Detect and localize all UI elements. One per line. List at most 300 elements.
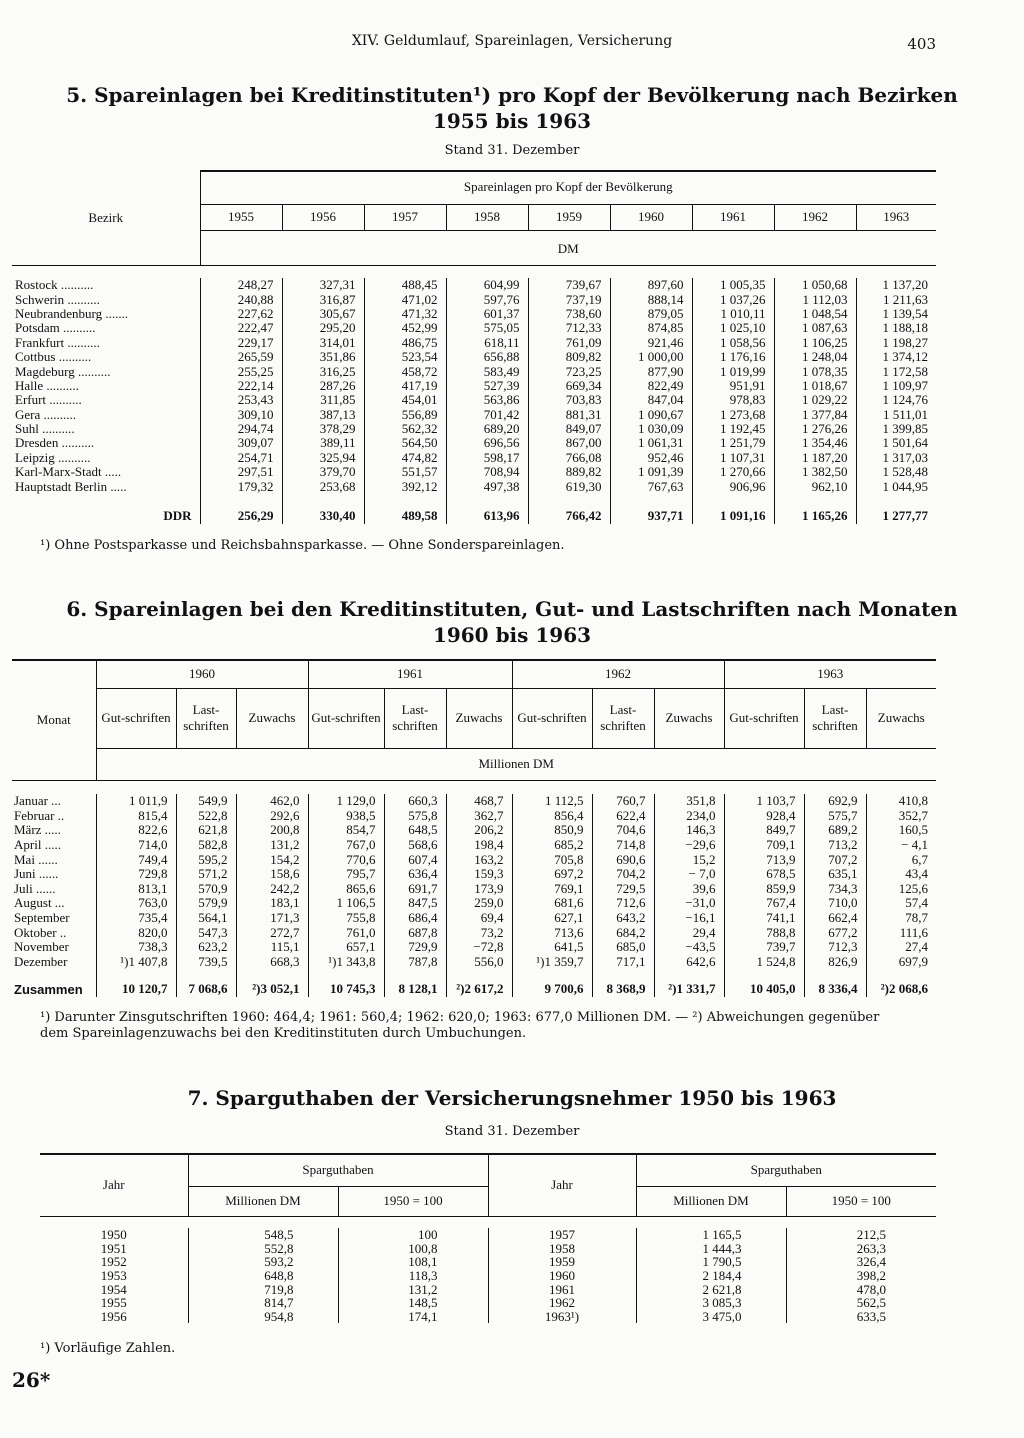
- table6-month-cell: Dezember: [14, 954, 68, 969]
- table5-value-cell: 1 399,85: [856, 422, 936, 436]
- table5-value-cell: 889,82: [528, 465, 610, 479]
- table6-year: 1963: [724, 660, 936, 688]
- table7-value-cell: 633,5: [786, 1310, 936, 1324]
- table5-value-cell: 952,46: [610, 451, 692, 465]
- table5-bezirk-cell: Cottbus ..........: [15, 349, 92, 365]
- table5-value-cell: 379,70: [282, 465, 364, 479]
- table6-row: [12, 809, 936, 824]
- table6-total-cell: ²)1 331,7: [654, 969, 724, 997]
- table6-month-cell: Januar ...: [14, 794, 61, 809]
- table6-value-cell: 642,6: [654, 955, 724, 970]
- table6-total-cell: 10 405,0: [724, 969, 804, 997]
- table5-value-cell: 696,56: [446, 436, 528, 450]
- table5-row: [12, 408, 936, 422]
- table5-row: [12, 350, 936, 364]
- table6-value-cell: 27,4: [866, 940, 936, 955]
- table5-total-cell: 256,29: [200, 494, 282, 524]
- table5-value-cell: 378,29: [282, 422, 364, 436]
- table6-row: [12, 955, 936, 970]
- table7-value-cell: 719,8: [188, 1282, 338, 1296]
- table5-value-cell: 879,05: [610, 307, 692, 321]
- table6-value-cell: 795,7: [308, 867, 384, 882]
- table7-year-cell: 1960: [488, 1269, 636, 1283]
- table7-row: [40, 1310, 936, 1324]
- table7-footnote: ¹) Vorläufige Zahlen.: [40, 1341, 176, 1356]
- table7-value-cell: 118,3: [338, 1269, 488, 1283]
- table6-total-cell: 10 745,3: [308, 969, 384, 997]
- table6-value-cell: 729,9: [384, 940, 446, 955]
- table6-value-cell: 582,8: [176, 838, 236, 853]
- table6-month-cell: Februar ..: [14, 808, 65, 823]
- table5-bezirk-cell: Potsdam ..........: [15, 321, 96, 336]
- table5-value-cell: 1 030,09: [610, 422, 692, 436]
- table5-value-cell: 712,33: [528, 321, 610, 335]
- table5-value-cell: 951,91: [692, 379, 774, 393]
- table5-bezirk-cell: Leipzig ..........: [15, 450, 91, 465]
- table5-value-cell: 669,34: [528, 379, 610, 393]
- table7-year-cell: 1951: [100, 1240, 127, 1256]
- table6-row: [12, 838, 936, 853]
- table6-value-cell: ¹)1 343,8: [308, 955, 384, 970]
- table7-value-cell: 1 165,5: [636, 1228, 786, 1242]
- table6-value-cell: 705,8: [512, 852, 592, 867]
- table6-value-cell: 575,8: [384, 809, 446, 824]
- table5-value-cell: 1 019,99: [692, 364, 774, 378]
- table6-row: [12, 794, 936, 809]
- table6-month-cell: Juni ......: [14, 866, 59, 882]
- table6-value-cell: 741,1: [724, 911, 804, 926]
- table7-row: [40, 1255, 936, 1269]
- table5-value-cell: 325,94: [282, 451, 364, 465]
- table5-title-line2: 1955 bis 1963: [432, 109, 592, 133]
- table6-unit: Millionen DM: [96, 748, 936, 780]
- table5-value-cell: 254,71: [200, 451, 282, 465]
- table7-value-cell: 552,8: [188, 1242, 338, 1256]
- table6-value-cell: 595,2: [176, 852, 236, 867]
- table6-value-cell: 928,4: [724, 809, 804, 824]
- table6-value-cell: 522,8: [176, 809, 236, 824]
- table5-row: [12, 479, 936, 493]
- table5-row: [12, 465, 936, 479]
- table5-value-cell: 575,05: [446, 321, 528, 335]
- table5-value-cell: 564,50: [364, 436, 446, 450]
- table6-row: [12, 940, 936, 955]
- table6-total-cell: ²)2 068,6: [866, 969, 936, 997]
- table5-value-cell: 1 198,27: [856, 336, 936, 350]
- table7-value-cell: 562,5: [786, 1296, 936, 1310]
- table5-value-cell: 689,20: [446, 422, 528, 436]
- table6-year-row: [12, 660, 936, 688]
- table5-value-cell: 1 025,10: [692, 321, 774, 335]
- table6-total-cell: 9 700,6: [512, 969, 592, 997]
- table6-value-cell: 787,8: [384, 955, 446, 970]
- table5-value-cell: 1 106,25: [774, 336, 856, 350]
- table6-value-cell: 826,9: [804, 955, 866, 970]
- table7-year-cell: 1957: [488, 1228, 636, 1242]
- table6-row: [12, 823, 936, 838]
- table6-month-cell: November: [14, 939, 69, 955]
- table6-value-cell: 1 129,0: [308, 794, 384, 809]
- table5-value-cell: 556,89: [364, 408, 446, 422]
- table6-total-cell: ²)2 617,2: [446, 969, 512, 997]
- table5-value-cell: 389,11: [282, 436, 364, 450]
- table6-value-cell: 714,8: [592, 838, 654, 853]
- table5-value-cell: 761,09: [528, 336, 610, 350]
- page-header: [0, 33, 1024, 57]
- table5-value-cell: 227,62: [200, 307, 282, 321]
- table5-value-cell: 253,43: [200, 393, 282, 407]
- table6-row: [12, 925, 936, 940]
- table6-value-cell: 115,1: [236, 940, 308, 955]
- table6-month-cell: Oktober ..: [14, 925, 67, 940]
- table5-spacer-row: [12, 266, 936, 278]
- table5-value-cell: 1 511,01: [856, 408, 936, 422]
- table5-title: [40, 82, 984, 134]
- table6-value-cell: 707,2: [804, 852, 866, 867]
- table5-total-cell: 330,40: [282, 494, 364, 524]
- table6-value-cell: 1 106,5: [308, 896, 384, 911]
- table7-body: [40, 1216, 936, 1323]
- table5-value-cell: 888,14: [610, 292, 692, 306]
- table5-value-cell: 316,87: [282, 292, 364, 306]
- table6-value-cell: 813,1: [96, 882, 176, 897]
- table6-value-cell: 351,8: [654, 794, 724, 809]
- table5-value-cell: 1 112,03: [774, 292, 856, 306]
- table6-value-cell: 677,2: [804, 925, 866, 940]
- table5-value-cell: 297,51: [200, 465, 282, 479]
- table5-value-cell: 295,20: [282, 321, 364, 335]
- table5-value-cell: 527,39: [446, 379, 528, 393]
- table7-sub: 1950 = 100: [338, 1186, 488, 1216]
- table7-value-cell: 212,5: [786, 1228, 936, 1242]
- table5-value-cell: 962,10: [774, 479, 856, 493]
- table5-value-cell: 222,14: [200, 379, 282, 393]
- table6-value-cell: 549,9: [176, 794, 236, 809]
- table5-value-cell: 897,60: [610, 278, 692, 292]
- table6-sub-header: Last-schriften: [176, 688, 236, 748]
- signature-mark: 26*: [12, 1368, 51, 1392]
- table5-value-cell: 1 192,45: [692, 422, 774, 436]
- table6-value-cell: 635,1: [804, 867, 866, 882]
- table5-value-cell: 1 010,11: [692, 307, 774, 321]
- table6-value-cell: −29,6: [654, 838, 724, 853]
- table5-value-cell: 978,83: [692, 393, 774, 407]
- table5-value-cell: 809,82: [528, 350, 610, 364]
- table5-row: [12, 321, 936, 335]
- table5-year: 1963: [856, 204, 936, 230]
- table5: [12, 170, 936, 524]
- table6-value-cell: 685,0: [592, 940, 654, 955]
- table6-value-cell: ¹)1 359,7: [512, 955, 592, 970]
- table5-row: [12, 278, 936, 292]
- table5-value-cell: 309,10: [200, 408, 282, 422]
- table5-value-cell: 1 273,68: [692, 408, 774, 422]
- table5-value-cell: 1 374,12: [856, 350, 936, 364]
- table6-value-cell: 856,4: [512, 809, 592, 824]
- table7-sub: Millionen DM: [188, 1186, 338, 1216]
- table5-value-cell: 867,00: [528, 436, 610, 450]
- table6-col-label: Monat: [36, 712, 71, 727]
- table6-year: 1962: [512, 660, 724, 688]
- table5-value-cell: 563,86: [446, 393, 528, 407]
- table6-value-cell: 713,9: [724, 852, 804, 867]
- table5-value-cell: 723,25: [528, 364, 610, 378]
- table5-col-label: Bezirk: [88, 210, 124, 225]
- table5-value-cell: 1 528,48: [856, 465, 936, 479]
- table6-value-cell: 568,6: [384, 838, 446, 853]
- table5-value-cell: 222,47: [200, 321, 282, 335]
- table6-sub-header: Gut-schriften: [96, 688, 176, 748]
- table6-value-cell: 159,3: [446, 867, 512, 882]
- page-number: 403: [907, 35, 936, 53]
- table6-value-cell: −43,5: [654, 940, 724, 955]
- table5-value-cell: 1 018,67: [774, 379, 856, 393]
- table6-value-cell: 687,8: [384, 925, 446, 940]
- table6-row: [12, 852, 936, 867]
- table5-value-cell: 1 270,66: [692, 465, 774, 479]
- table6-value-cell: 171,3: [236, 911, 308, 926]
- table7-year-cell: 1955: [100, 1295, 127, 1311]
- table5-value-cell: 766,08: [528, 451, 610, 465]
- table5-value-cell: 739,67: [528, 278, 610, 292]
- table6-total-cell: 8 336,4: [804, 969, 866, 997]
- table5-value-cell: 314,01: [282, 336, 364, 350]
- table6-value-cell: 712,6: [592, 896, 654, 911]
- table6-value-cell: − 7,0: [654, 867, 724, 882]
- table7-year-cell: 1952: [100, 1254, 127, 1270]
- table5-value-cell: 849,07: [528, 422, 610, 436]
- table5-bezirk-cell: Hauptstadt Berlin .....: [15, 479, 127, 494]
- table5-value-cell: 229,17: [200, 336, 282, 350]
- table6-value-cell: 570,9: [176, 882, 236, 897]
- table5-bezirk-cell: Dresden ..........: [15, 436, 95, 451]
- table6-value-cell: 462,0: [236, 794, 308, 809]
- table5-value-cell: 1 005,35: [692, 278, 774, 292]
- table7-value-cell: 1 790,5: [636, 1255, 786, 1269]
- table6-value-cell: 815,4: [96, 809, 176, 824]
- table5-value-cell: 417,19: [364, 379, 446, 393]
- table7-group: Sparguthaben: [188, 1154, 488, 1186]
- table6-sub-row: [12, 688, 936, 748]
- table5-value-cell: 604,99: [446, 278, 528, 292]
- table6-value-cell: 712,3: [804, 940, 866, 955]
- table5-row: [12, 451, 936, 465]
- table5-value-cell: 1 058,56: [692, 336, 774, 350]
- table5-body: [12, 266, 936, 524]
- table7-row: [40, 1269, 936, 1283]
- table6-value-cell: 564,1: [176, 911, 236, 926]
- table6-total-cell: 8 368,9: [592, 969, 654, 997]
- table5-value-cell: 240,88: [200, 292, 282, 306]
- table6-value-cell: 704,2: [592, 867, 654, 882]
- table6-value-cell: 1 103,7: [724, 794, 804, 809]
- table5-total-label: DDR: [163, 507, 192, 523]
- table5-value-cell: 305,67: [282, 307, 364, 321]
- table6-sub-header: Gut-schriften: [512, 688, 592, 748]
- table7-value-cell: 478,0: [786, 1282, 936, 1296]
- table6-value-cell: 761,0: [308, 925, 384, 940]
- table5-value-cell: 619,30: [528, 479, 610, 493]
- table6-sub-header: Gut-schriften: [308, 688, 384, 748]
- table7-stand: Stand 31. Dezember: [444, 1124, 580, 1139]
- table6-value-cell: 6,7: [866, 852, 936, 867]
- table5-value-cell: 551,57: [364, 465, 446, 479]
- table5-total-cell: 937,71: [610, 494, 692, 524]
- table5-row: [12, 422, 936, 436]
- table5-value-cell: 1 137,20: [856, 278, 936, 292]
- table6-value-cell: 234,0: [654, 809, 724, 824]
- table7-value-cell: 548,5: [188, 1228, 338, 1242]
- table5-total-row: [12, 494, 936, 524]
- table6-row: [12, 911, 936, 926]
- table6-value-cell: 749,4: [96, 852, 176, 867]
- table7-value-cell: 648,8: [188, 1269, 338, 1283]
- table7-col-label: Jahr: [488, 1154, 636, 1216]
- table7-value-cell: 326,4: [786, 1255, 936, 1269]
- table5-value-cell: 708,94: [446, 465, 528, 479]
- table5-value-cell: 351,86: [282, 350, 364, 364]
- table6-value-cell: 822,6: [96, 823, 176, 838]
- table6-value-cell: 468,7: [446, 794, 512, 809]
- table6-value-cell: 692,9: [804, 794, 866, 809]
- table7-row: [40, 1242, 936, 1256]
- table5-total-cell: 766,42: [528, 494, 610, 524]
- table7-title: 7. Sparguthaben der Versicherungsnehmer 1950 bis 1963: [187, 1086, 837, 1110]
- table6-value-cell: 362,7: [446, 809, 512, 824]
- table6-value-cell: 131,2: [236, 838, 308, 853]
- table6-value-cell: 410,8: [866, 794, 936, 809]
- table6-value-cell: 678,5: [724, 867, 804, 882]
- table6-value-cell: 154,2: [236, 852, 308, 867]
- table6-value-cell: 717,1: [592, 955, 654, 970]
- table5-bezirk-cell: Halle ..........: [15, 378, 79, 393]
- table5-value-cell: 255,25: [200, 364, 282, 378]
- table6-month-cell: April .....: [14, 837, 61, 853]
- table5-value-cell: 1 087,63: [774, 321, 856, 335]
- table6-value-cell: 163,2: [446, 852, 512, 867]
- table6-total-label: Zusammen: [14, 982, 83, 998]
- table6-month-cell: Juli ......: [14, 881, 56, 896]
- table7-year-cell: 1953: [100, 1268, 127, 1284]
- table6-value-cell: 691,7: [384, 882, 446, 897]
- table7-value-cell: 954,8: [188, 1310, 338, 1324]
- table5-value-cell: 387,13: [282, 408, 364, 422]
- table6-total-row: [12, 969, 936, 997]
- table6-value-cell: 847,5: [384, 896, 446, 911]
- table5-value-cell: 454,01: [364, 393, 446, 407]
- table6-sub-header: Zuwachs: [236, 688, 308, 748]
- table7-year-cell: 1954: [100, 1281, 127, 1297]
- table5-value-cell: 1 107,31: [692, 451, 774, 465]
- table5-value-cell: 738,60: [528, 307, 610, 321]
- table6-value-cell: 713,6: [512, 925, 592, 940]
- table5-bezirk-cell: Rostock ..........: [15, 278, 94, 293]
- table5-total-cell: 1 277,77: [856, 494, 936, 524]
- table5-value-cell: 248,27: [200, 278, 282, 292]
- table6-value-cell: 648,5: [384, 823, 446, 838]
- table6-value-cell: 660,3: [384, 794, 446, 809]
- table5-value-cell: 452,99: [364, 321, 446, 335]
- table5-value-cell: 309,07: [200, 436, 282, 450]
- table6-value-cell: 39,6: [654, 882, 724, 897]
- table5-value-cell: 294,74: [200, 422, 282, 436]
- table5-value-cell: 1 109,97: [856, 379, 936, 393]
- table6-total-cell: ²)3 052,1: [236, 969, 308, 997]
- table5-total-cell: 1 165,26: [774, 494, 856, 524]
- table6-value-cell: 643,2: [592, 911, 654, 926]
- table6-value-cell: 770,6: [308, 852, 384, 867]
- table5-value-cell: 1 172,58: [856, 364, 936, 378]
- table5-value-cell: 327,31: [282, 278, 364, 292]
- table5-value-cell: 1 000,00: [610, 350, 692, 364]
- table5-year: 1956: [282, 204, 364, 230]
- table5-value-cell: 618,11: [446, 336, 528, 350]
- table6-value-cell: 272,7: [236, 925, 308, 940]
- table6-value-cell: 690,6: [592, 852, 654, 867]
- table5-row: [12, 436, 936, 450]
- table6-value-cell: 556,0: [446, 955, 512, 970]
- table6-value-cell: 69,4: [446, 911, 512, 926]
- table6-title-line1: 6. Spareinlagen bei den Kreditinstituten, Gut- und Lastschriften nach Monaten: [66, 597, 958, 621]
- table6-title: [40, 596, 984, 648]
- table7-row: [40, 1296, 936, 1310]
- table7-sub: Millionen DM: [636, 1186, 786, 1216]
- table5-year: 1955: [200, 204, 282, 230]
- table6-value-cell: ¹)1 407,8: [96, 955, 176, 970]
- table7-value-cell: 3 085,3: [636, 1296, 786, 1310]
- table6-row: [12, 896, 936, 911]
- table6-year: 1961: [308, 660, 512, 688]
- table6-value-cell: 704,6: [592, 823, 654, 838]
- table7-value-cell: 398,2: [786, 1269, 936, 1283]
- table7-value-cell: 131,2: [338, 1282, 488, 1296]
- table5-value-cell: 767,63: [610, 479, 692, 493]
- table6-value-cell: 657,1: [308, 940, 384, 955]
- table6-value-cell: 865,6: [308, 882, 384, 897]
- table5-value-cell: 474,82: [364, 451, 446, 465]
- table6-footnote-line2: dem Spareinlagenzuwachs bei den Kreditinstituten durch Umbuchungen.: [40, 1026, 527, 1041]
- running-head: XIV. Geldumlauf, Spareinlagen, Versicherung: [351, 33, 673, 49]
- table5-value-cell: 583,49: [446, 364, 528, 378]
- table6-body: [12, 780, 936, 997]
- table7-year-cell: 1950: [100, 1227, 127, 1243]
- table6-value-cell: 173,9: [446, 882, 512, 897]
- table6-value-cell: 623,2: [176, 940, 236, 955]
- table7-value-cell: 593,2: [188, 1255, 338, 1269]
- table5-value-cell: 523,54: [364, 350, 446, 364]
- table6-value-cell: 788,8: [724, 925, 804, 940]
- table6-value-cell: 15,2: [654, 852, 724, 867]
- table5-value-cell: 1 078,35: [774, 364, 856, 378]
- table5-value-cell: 265,59: [200, 350, 282, 364]
- table5-row: [12, 379, 936, 393]
- table5-value-cell: 1 187,20: [774, 451, 856, 465]
- table7: [40, 1154, 936, 1323]
- table6-value-cell: 158,6: [236, 867, 308, 882]
- table7-group: Sparguthaben: [636, 1154, 936, 1186]
- table6-value-cell: 729,5: [592, 882, 654, 897]
- table6-value-cell: −16,1: [654, 911, 724, 926]
- table5-value-cell: 847,04: [610, 393, 692, 407]
- table6-value-cell: 738,3: [96, 940, 176, 955]
- table5-year: 1961: [692, 204, 774, 230]
- table5-footnote: ¹) Ohne Postsparkasse und Reichsbahnsparkasse. — Ohne Sonderspareinlagen.: [40, 538, 565, 553]
- table5-row: [12, 292, 936, 306]
- table6-value-cell: 206,2: [446, 823, 512, 838]
- table6-footnote: [40, 1010, 879, 1042]
- table6-value-cell: 579,9: [176, 896, 236, 911]
- table6-value-cell: 739,5: [176, 955, 236, 970]
